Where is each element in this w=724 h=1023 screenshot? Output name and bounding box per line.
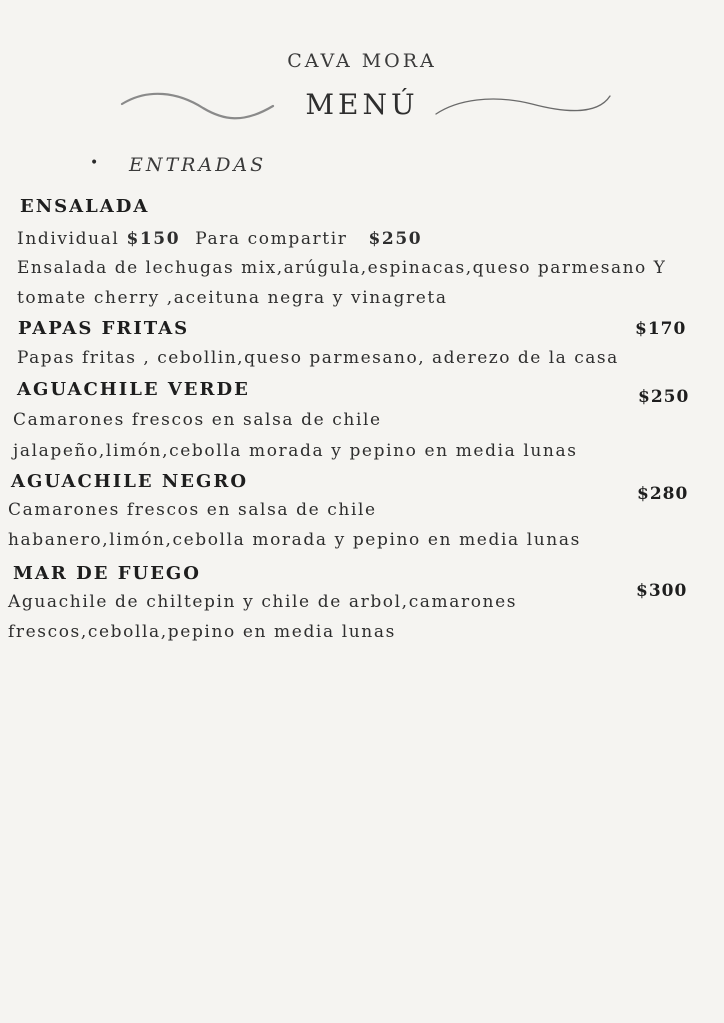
item-desc-line: Ensalada de lechugas mix,arúgula,espinacas,queso parmesano Y: [17, 258, 667, 278]
item-price-aguachile-verde: $250: [638, 387, 690, 407]
brand-name: CAVA MORA: [287, 50, 437, 72]
item-desc-line: habanero,limón,cebolla morada y pepino en media lunas: [8, 530, 581, 550]
item-desc-line: Camarones frescos en salsa de chile: [13, 410, 382, 430]
item-price-papas-fritas: $170: [635, 319, 687, 339]
item-price-aguachile-negro: $280: [637, 484, 689, 504]
item-desc-line: jalapeño,limón,cebolla morada y pepino en media lunas: [13, 441, 578, 461]
individual-label: Individual: [17, 229, 120, 249]
share-price: $250: [368, 229, 423, 249]
individual-price: $150: [126, 229, 181, 249]
ensalada-sizes-row: [17, 229, 422, 249]
item-name-mar-de-fuego: MAR DE FUEGO: [13, 563, 201, 584]
item-desc-line: Camarones frescos en salsa de chile: [8, 500, 377, 520]
item-name-aguachile-verde: AGUACHILE VERDE: [17, 379, 250, 400]
item-name-papas-fritas: PAPAS FRITAS: [18, 318, 190, 339]
section-bullet: •: [90, 155, 99, 171]
right-swash-ornament: [432, 88, 616, 120]
item-desc-line: tomate cherry ,aceituna negra y vinagreta: [17, 288, 448, 308]
item-desc-line: Aguachile de chiltepin y chile de arbol,camarones: [8, 592, 518, 612]
item-name-ensalada: ENSALADA: [20, 196, 150, 217]
section-label-entradas: ENTRADAS: [129, 154, 267, 176]
item-price-mar-de-fuego: $300: [636, 581, 688, 601]
share-label: Para compartir: [195, 229, 348, 249]
item-desc-line: Papas fritas , cebollin,queso parmesano, aderezo de la casa: [17, 348, 619, 368]
item-name-aguachile-negro: AGUACHILE NEGRO: [11, 471, 249, 492]
item-desc-line: frescos,cebolla,pepino en media lunas: [8, 622, 396, 642]
menu-title: MENÚ: [305, 88, 419, 121]
